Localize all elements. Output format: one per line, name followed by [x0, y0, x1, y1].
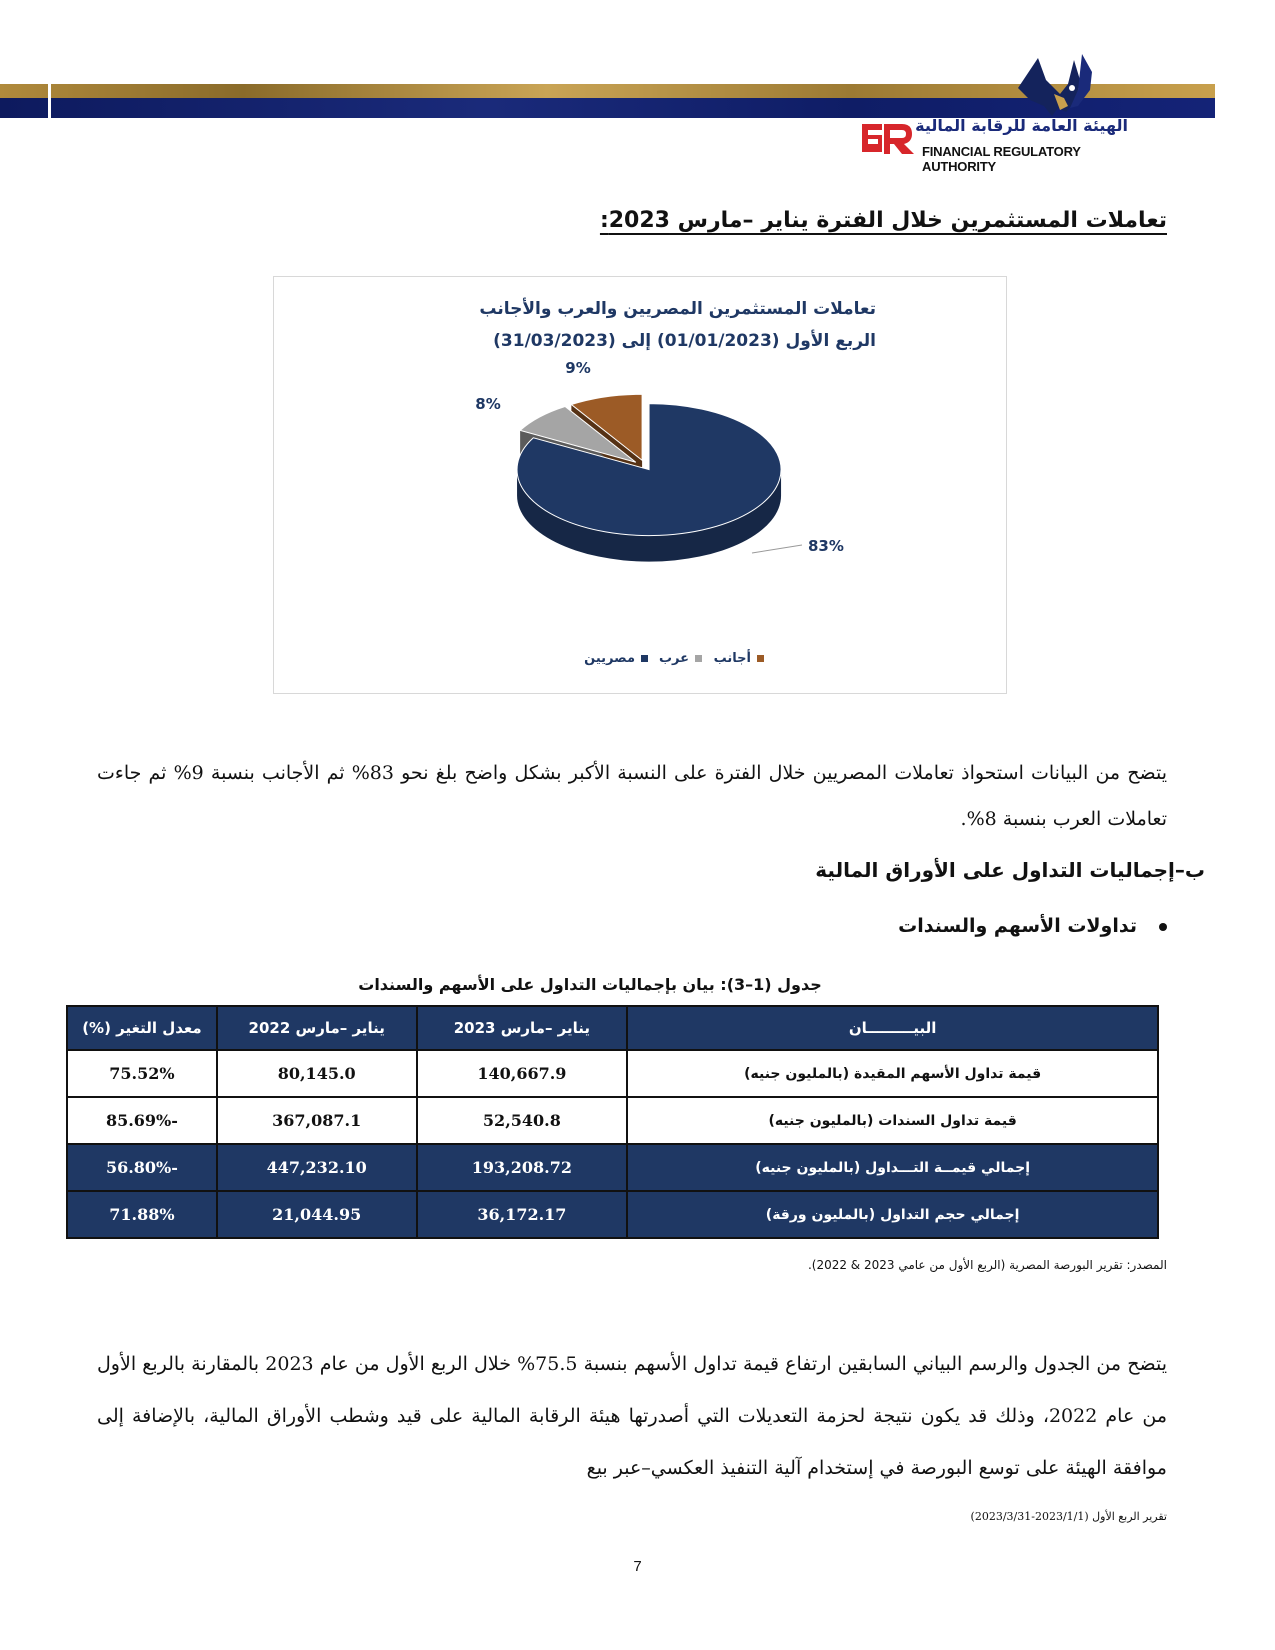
data-label-egyptians: 83% [808, 537, 844, 555]
cell-2023: 193,208.72 [417, 1144, 628, 1191]
bullet-text: تداولات الأسهم والسندات [898, 915, 1137, 937]
cell-2023: 52,540.8 [417, 1097, 628, 1144]
pie-chart-frame [273, 276, 1007, 694]
table-row [67, 1191, 1158, 1238]
data-label-arabs: 8% [475, 395, 501, 413]
legend-item-foreigners [714, 651, 764, 666]
pie-chart [274, 277, 1008, 695]
legend-label-arabs: عرب [658, 651, 689, 666]
table-header-row [67, 1006, 1158, 1050]
legend-label-foreigners: أجانب [713, 651, 751, 666]
section-title: تعاملات المستثمرين خلال الفترة يناير –مارس 2023: [599, 208, 1167, 233]
row-label: قيمة تداول الأسهم المقيدة (بالمليون جنيه) [627, 1050, 1158, 1097]
trading-totals-table [66, 1005, 1159, 1239]
header-label: البيـــــــــان [627, 1006, 1158, 1050]
table-row [67, 1144, 1158, 1191]
row-label: إجمالي قيمــة التـــداول (بالمليون جنيه) [627, 1144, 1158, 1191]
cell-2023: 140,667.9 [417, 1050, 628, 1097]
fra-logo [868, 50, 1128, 174]
cell-rate: -85.69% [67, 1097, 217, 1144]
cell-2022: 367,087.1 [217, 1097, 417, 1144]
header-rate: معدل التغير (%) [67, 1006, 217, 1050]
logo-english-text: FINANCIAL REGULATORY AUTHORITY [922, 144, 1081, 174]
table-caption: جدول (1–3): بيان بإجماليات التداول على الأسهم والسندات [358, 975, 822, 994]
bullet-item [898, 915, 1167, 937]
row-label: إجمالي حجم التداول (بالمليون ورقة) [627, 1191, 1158, 1238]
chart-legend [544, 651, 764, 671]
page-number: 7 [633, 1558, 642, 1575]
header-2022: يناير –مارس 2022 [217, 1006, 417, 1050]
cell-rate: 75.52% [67, 1050, 217, 1097]
leader-line [752, 545, 802, 553]
cell-rate: -56.80% [67, 1144, 217, 1191]
legend-label-egyptians: مصريين [584, 651, 635, 666]
header-divider [48, 84, 51, 118]
analysis-paragraph-1: يتضح من البيانات استحواذ تعاملات المصريين خلال الفترة على النسبة الأكبر بشكل واضح بلغ نحو 83% ثم الأجانب بنسبة 9% ثم جاءت تعاملات العرب بنسبة 8%. [97, 762, 1167, 830]
sub-heading: ب–إجماليات التداول على الأوراق المالية [815, 858, 1205, 882]
cell-2023: 36,172.17 [417, 1191, 628, 1238]
table-row [67, 1050, 1158, 1097]
legend-swatch-egyptians [641, 655, 648, 662]
fra-mark-icon [860, 122, 920, 156]
chart-title: تعاملات المستثمرين المصريين والعرب والأجانب [479, 299, 876, 319]
bullet-icon [1159, 923, 1167, 931]
legend-swatch-foreigners [757, 655, 764, 662]
footer-note: تقرير الربع الأول (2023/1/1-2023/3/31) [970, 1510, 1167, 1523]
header-2023: يناير –مارس 2023 [417, 1006, 628, 1050]
legend-swatch-arabs [695, 655, 702, 662]
source-note: المصدر: تقرير البورصة المصرية (الربع الأول من عامي 2023 & 2022). [807, 1258, 1167, 1272]
legend-item-egyptians [584, 651, 648, 666]
cell-2022: 21,044.95 [217, 1191, 417, 1238]
cell-2022: 80,145.0 [217, 1050, 417, 1097]
data-label-foreigners: 9% [565, 359, 591, 377]
row-label: قيمة تداول السندات (بالمليون جنيه) [627, 1097, 1158, 1144]
table-row [67, 1097, 1158, 1144]
cell-2022: 447,232.10 [217, 1144, 417, 1191]
logo-arabic-text: الهيئة العامة للرقابة المالية [915, 116, 1128, 135]
legend-item-arabs [659, 651, 702, 666]
cell-rate: 71.88% [67, 1191, 217, 1238]
analysis-paragraph-2: يتضح من الجدول والرسم البياني السابقين ارتفاع قيمة تداول الأسهم بنسبة 75.5% خلال الربع الأول من عام 2023 بالمقارنة بالربع الأول من عام 2022، وذلك قد يكون نتيجة لحزمة التعديلات التي أصدرتها هيئة الرقابة المالية على قيد وشطب الأوراق المالية، بالإضافة إلى موافقة الهيئة على توسع البورصة في إستخدام آلية التنفيذ العكسي–عبر بيع [97, 1353, 1168, 1479]
chart-subtitle: الربع الأول (01/01/2023) إلى (31/03/2023) [493, 331, 876, 351]
